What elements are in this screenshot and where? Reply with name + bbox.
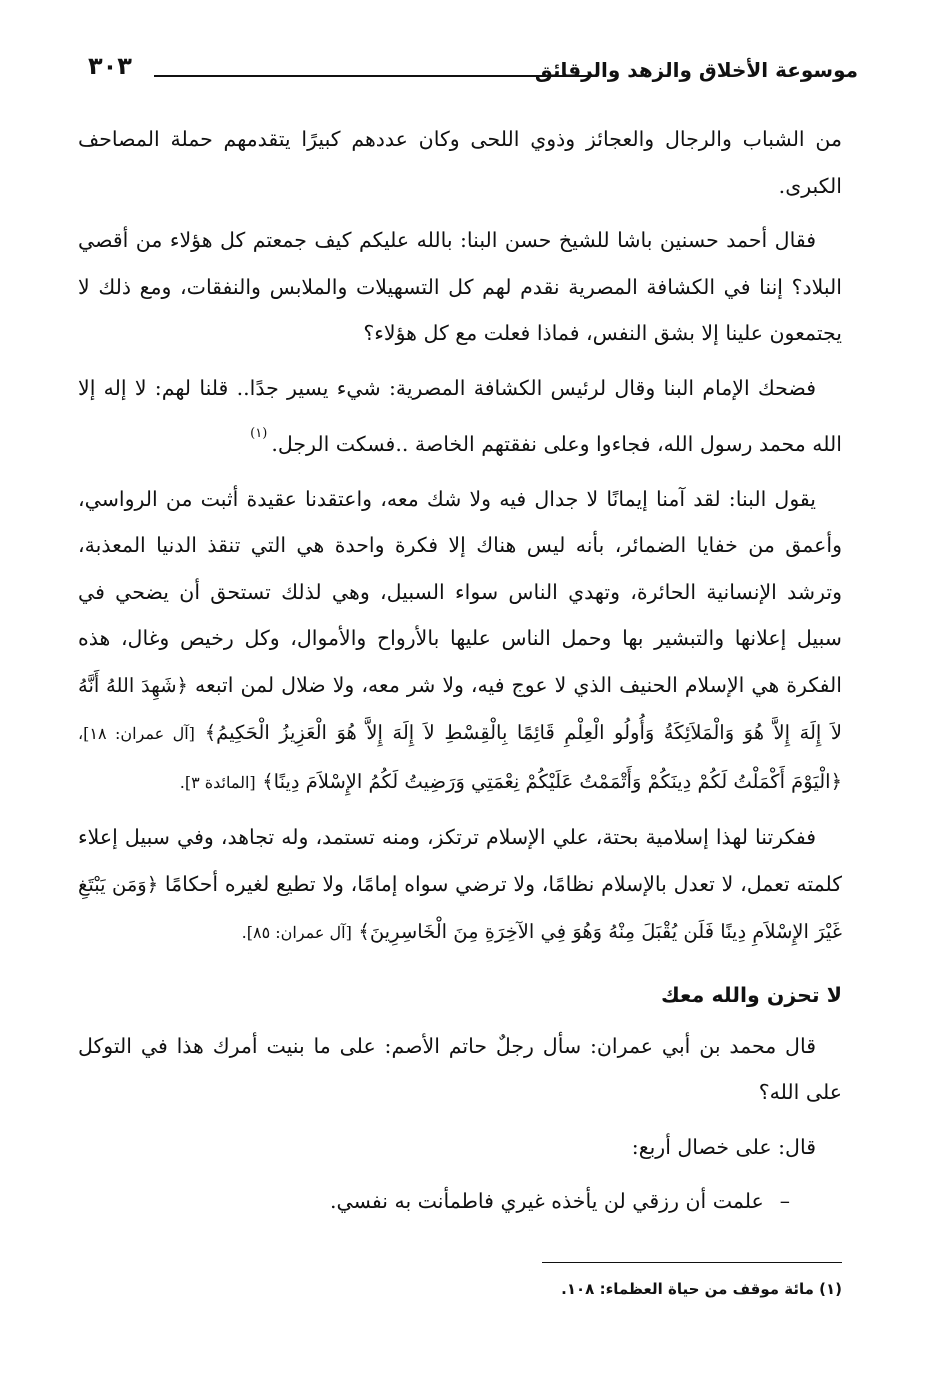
- paragraph-text: يقول البنا: لقد آمنا إيمانًا لا جدال فيه ولا شك معه، واعتقدنا عقيدة أثبت من الرواسي، وأعمق من خفايا الضمائر، بأنه ليس هناك إلا فكرة واحدة هي التي تنقذ الدنيا المعذبة، وترشد الإنسانية الحائرة، وتهدي الناس سواء السبيل، وهي لذلك تستحق أن يضحي في سبيل إعلانها والتبشير بها وحمل الناس عليها بالأرواح والأموال، وكل رخيص وغال، هذه الفكرة هي الإسلام الحنيف الذي لا عوج فيه، ولا شر معه، ولا ضلال لمن اتبعه: [78, 486, 842, 697]
- footnotes: [78, 1262, 842, 1301]
- list-item: [78, 1178, 842, 1225]
- paragraph: [78, 365, 842, 468]
- paragraph: [78, 476, 842, 807]
- footnote-rule: [542, 1262, 842, 1263]
- dash-marker: –: [779, 1189, 790, 1213]
- quran-verse: ﴿شَهِدَ اللهُ أَنَّهُ لاَ إِلَهَ إِلاَّ هُوَ وَالْمَلاَئِكَةُ وَأُولُو الْعِلْمِ قَائِمًا بِالْقِسْطِ لاَ إِلَهَ إِلاَّ هُوَ الْعَزِيزُ الْحَكِيمُ﴾: [78, 673, 842, 744]
- quran-verse: ﴿وَمَن يَبْتَغِ غَيْرَ الإِسْلاَمِ دِينًا فَلَن يُقْبَلَ مِنْهُ وَهُوَ فِي الآخِرَةِ مِنَ الْخَاسِرِينَ﴾: [78, 872, 842, 943]
- paragraph: [78, 814, 842, 957]
- page-number: ٣٠٣: [88, 52, 132, 80]
- paragraph-text: ففكرتنا لهذا إسلامية بحتة، علي الإسلام ترتكز، ومنه تستمد، وله تجاهد، وفي سبيل إعلاء كلمته تعمل، لا تعدل بالإسلام نظامًا، ولا ترضي سواه إمامًا، ولا تطيع لغيره أحكامًا: [78, 825, 842, 896]
- paragraph: فقال أحمد حسنين باشا للشيخ حسن البنا: بالله عليكم كيف جمعتم كل هؤلاء من أقصي البلاد؟ إننا في الكشافة المصرية نقدم لهم كل التسهيلات والملابس والنفقات، ومع ذلك لا يجتمعون علينا إلا بشق النفس، فماذا فعلت مع كل هؤلاء؟: [78, 228, 842, 345]
- page-body: [78, 116, 842, 1233]
- header-rule: [154, 75, 593, 77]
- paragraph-text: فضحك الإمام البنا وقال لرئيس الكشافة المصرية: شيء يسير جدًا.. قلنا لهم: لا إله إلا الله محمد رسول الله، فجاءوا وعلى نفقتهم الخاصة ..فسكت الرجل.: [78, 375, 842, 456]
- paragraph: قال: على خصال أربع:: [631, 1134, 816, 1159]
- list-item-text: علمت أن رزقي لن يأخذه غيري فاطمأنت به نفسي.: [329, 1189, 764, 1213]
- verse-reference: [آل عمران: ١٨]،: [78, 724, 195, 743]
- footnote-marker: (١): [250, 426, 268, 441]
- paragraph: قال محمد بن أبي عمران: سأل رجلٌ حاتم الأصم: على ما بنيت أمرك هذا في التوكل على الله؟: [78, 1033, 842, 1104]
- footnote-text: (١) مائة موقف من حياة العظماء: ١٠٨.: [561, 1280, 842, 1298]
- verse-reference: [المائدة ٣].: [179, 772, 256, 792]
- paragraph: من الشباب والرجال والعجائز وذوي اللحى وكان عددهم كبيرًا يتقدمهم حملة المصاحف الكبرى.: [78, 127, 842, 198]
- running-header: [88, 50, 858, 90]
- book-title: موسوعة الأخلاق والزهد والرقائق: [534, 58, 858, 82]
- section-heading: لا تحزن والله معك: [660, 982, 842, 1007]
- verse-reference: [آل عمران: ٨٥].: [241, 923, 352, 942]
- quran-verse: ﴿الْيَوْمَ أَكْمَلْتُ لَكُمْ دِينَكُمْ وَأَتْمَمْتُ عَلَيْكُمْ نِعْمَتِي وَرَضِيتُ لَكُمُ الإِسْلاَمَ دِينًا﴾: [262, 769, 842, 793]
